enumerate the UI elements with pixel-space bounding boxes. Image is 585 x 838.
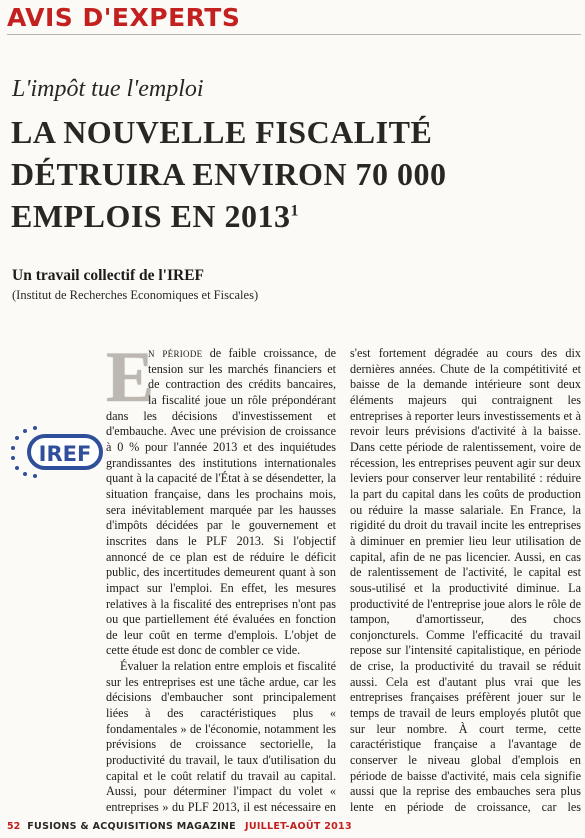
page-footer xyxy=(7,820,352,834)
footnote-mark[interactable]: 1 xyxy=(290,202,300,220)
logo-wordmark: IREF xyxy=(38,442,92,466)
article-column-right xyxy=(350,346,581,816)
article-column-left xyxy=(106,346,336,816)
headline-line-3 xyxy=(11,195,571,237)
iref-logo xyxy=(5,424,105,478)
article-byline: Un travail collectif de l'IREF xyxy=(12,267,204,284)
headline-line-2: DÉTRUIRA ENVIRON 70 000 xyxy=(11,156,447,192)
headline-line-3-text: EMPLOIS EN 2013 xyxy=(11,198,291,234)
magazine-name: FUSIONS & ACQUISITIONS MAGAZINE xyxy=(27,821,236,832)
drop-cap: E xyxy=(106,346,155,417)
lead-in: n période xyxy=(148,346,203,360)
page-number: 52 xyxy=(7,821,21,832)
paragraph-3-continued: s'est fortement dégradée au cours des dix dernières années. Chute de la compétitivité et baisse de la demande intérieure sont deux éléments majeurs qui contraignent les entreprises à reporter leurs investissements et à revoir leurs prévisions d'activité à la baisse. Dans cette période de ralentissement, voire de récession, les entreprises peuvent agir sur deux leviers pour conserver leur rentabilité : réduire la part du capital dans les coûts de production ou réduire la masse salariale. En France, la rigidité du droit du travail incite les entreprises à diminuer en premier lieu leur utilisation de capital, afin de ne pas licencier. Aussi, en cas de ralentissement de l'activité, le capital est sous-utilisé et la productivité diminue. La productivité de l'entreprise joue alors le rôle de tampon, d'amortisseur, des chocs conjoncturels. Comme l'efficacité du travail repose sur l'intensité capitalistique, en période de crise, la productivité du travail se réduit aussi. Cela est d'autant plus vrai que les entreprises françaises préfèrent jouer sur le temps de travail de leurs employés plutôt que sur leur nombre. À court terme, cette caractéristique française a l'avantage de conserver le niveau global d'emplois en période de baisse d'activité, mais cela signifie aussi que la reprise des embauches sera plus lente en période de croissance, car les xyxy=(350,346,581,815)
paragraph-1 xyxy=(106,346,336,659)
paragraph-1-text: de faible croissance, de tension sur les marchés financiers et de contraction des crédits bancaires, la fiscalité joue un rôle prépondérant dans les décisions d'investissement et d'embauche. Avec une prévision de croissance à 0 % pour l'année 2013 et des inquiétudes grandissantes des institutions internationales quant à la capacité de l'État à se désendetter, la situation française, dans les prochains mois, sera inévitablement marquée par les hausses d'impôts décidées par le gouvernement et inscrites dans le PLF 2013. Si l'objectif annoncé de ce plan est de réduire le déficit public, des incertitudes demeurent quant à son impact sur l'emploi. En effet, les mesures relatives à la fiscalité des entreprises n'ont pas ou que partiellement été évaluées en fonction de leur coût en terme d'emplois. L'objet de cette étude est donc de combler ce vide. xyxy=(106,346,336,658)
section-title: AVIS D'EXPERTS xyxy=(7,3,241,32)
issue-date: JUILLET-AOÛT 2013 xyxy=(244,821,352,832)
article-institute: (Institut de Recherches Economiques et Fiscales) xyxy=(12,288,259,302)
article-headline xyxy=(11,111,571,237)
paragraph-2: Évaluer la relation entre emplois et fiscalité sur les entreprises est une tâche ardue, car les décisions d'embaucher sont principalement liées à des caractéristiques plus « fondamentales » de l'économie, notamment les prévisions de croissance sectorielle, la productivité du travail, le taux d'utilisation du capital et le coût relatif du travail au capital. Aussi, pour déterminer l'impact du volet « entreprises » du PLF 2013, il est nécessaire en xyxy=(106,659,336,815)
headline-line-1: LA NOUVELLE FISCALITÉ xyxy=(11,114,433,150)
section-header xyxy=(7,4,240,32)
header-rule xyxy=(7,34,581,35)
article-kicker: L'impôt tue l'emploi xyxy=(12,76,204,102)
